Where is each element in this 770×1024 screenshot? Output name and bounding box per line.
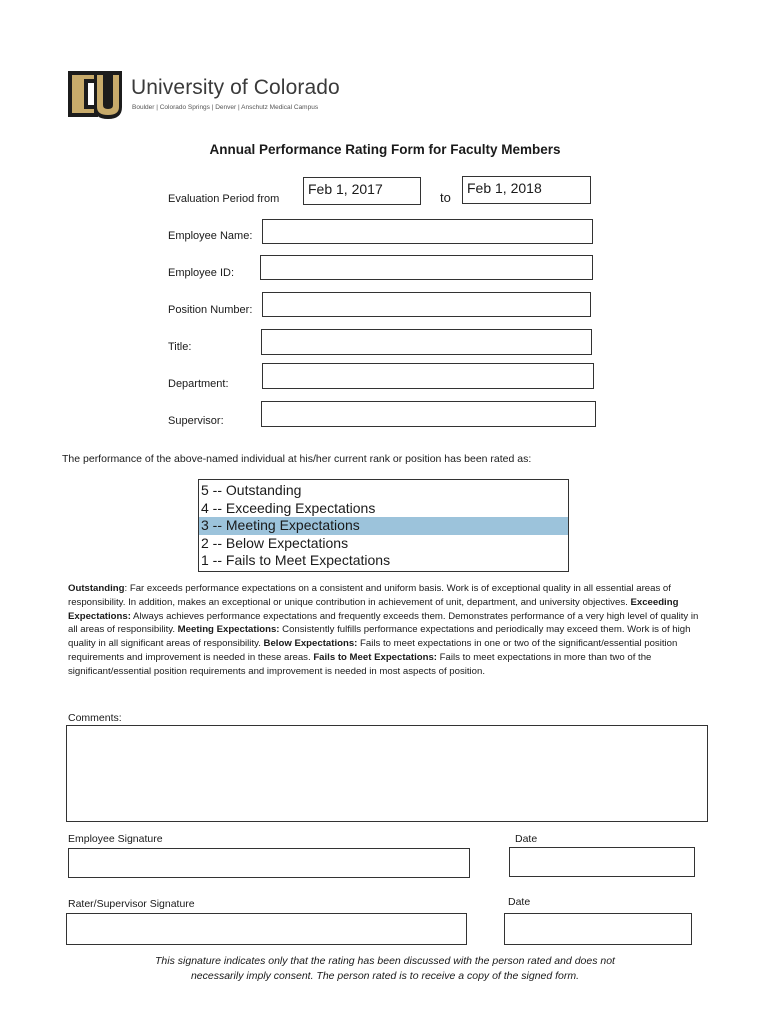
department-value xyxy=(263,364,593,367)
position-number-value xyxy=(263,293,590,296)
def-meeting-text: Consistently fulfills performance expectations and periodically may exceed them. Work is of high quality in all significant areas of responsibility. xyxy=(68,624,691,650)
employee-name-label: Employee Name: xyxy=(168,230,253,242)
rater-signature-field[interactable] xyxy=(66,913,467,945)
employee-signature-field[interactable] xyxy=(68,848,470,878)
rating-option-2[interactable]: 2 -- Below Expectations xyxy=(201,534,349,551)
rater-date-label: Date xyxy=(508,896,531,908)
rating-intro: The performance of the above-named individual at his/her current rank or position has been rated as: xyxy=(62,453,532,465)
campus-list: Boulder | Colorado Springs | Denver | Anschutz Medical Campus xyxy=(132,104,319,111)
period-to-field[interactable] xyxy=(462,176,591,204)
signature-note-line-1: This signature indicates only that the rating has been discussed with the person rated and does not xyxy=(155,955,615,967)
employee-signature-label: Employee Signature xyxy=(68,833,163,845)
rating-listbox[interactable] xyxy=(198,479,569,572)
form-title: Annual Performance Rating Form for Faculty Members xyxy=(209,142,561,157)
def-exceeding-text: Always achieves performance expectations and frequently exceeds them. Demonstrates performance of a very high level of quality in all areas of responsibility. xyxy=(68,610,699,636)
employee-date-field[interactable] xyxy=(509,847,695,877)
period-from-field[interactable] xyxy=(303,177,421,205)
title-field[interactable] xyxy=(261,329,592,355)
def-fails-term: Fails to Meet Expectations: xyxy=(313,651,437,663)
supervisor-value xyxy=(262,402,595,405)
title-label: Title: xyxy=(168,341,192,353)
period-from-value: Feb 1, 2017 xyxy=(308,181,383,197)
position-number-field[interactable] xyxy=(262,292,591,317)
def-below-text: Fails to meet expectations in one or two of the significant/essential position requirements and improvement is needed in these areas. xyxy=(68,638,678,663)
rating-option-4[interactable]: 4 -- Exceeding Expectations xyxy=(201,499,376,516)
employee-id-label: Employee ID: xyxy=(168,267,235,279)
period-to-value: Feb 1, 2018 xyxy=(467,180,542,196)
title-value xyxy=(262,330,591,333)
employee-id-value xyxy=(261,256,592,259)
employee-name-value xyxy=(263,220,592,223)
comments-field[interactable] xyxy=(66,725,708,822)
employee-date-label: Date xyxy=(515,833,538,845)
cu-logo-icon xyxy=(66,67,124,121)
university-name: University of Colorado xyxy=(131,76,340,99)
department-label: Department: xyxy=(168,378,229,390)
def-outstanding-text: : Far exceeds performance expectations on a consistent and uniform basis. Work is of exceptional quality in all essential areas of responsibility. In addition, makes an exceptional or unique contribution in achievement of unit, department, and university objectives. xyxy=(68,583,671,608)
signature-note-line-2: necessarily imply consent. The person rated is to receive a copy of the signed form. xyxy=(190,970,580,982)
period-to-label: to xyxy=(440,190,451,205)
evaluation-period-label: Evaluation Period from xyxy=(168,193,280,205)
def-fails-text: Fails to meet expectations in more than two of the significant/essential position requirements and improvement is needed in most aspects of position. xyxy=(68,651,652,677)
rater-signature-label: Rater/Supervisor Signature xyxy=(68,898,195,910)
def-below-term: Below Expectations: xyxy=(263,638,358,650)
def-meeting-term: Meeting Expectations: xyxy=(177,624,280,636)
employee-id-field[interactable] xyxy=(260,255,593,280)
def-outstanding-term: Outstanding xyxy=(68,583,125,594)
rating-option-5[interactable]: 5 -- Outstanding xyxy=(201,482,302,498)
department-field[interactable] xyxy=(262,363,594,389)
def-exceeding-term: Exceeding Expectations: xyxy=(68,596,679,622)
rating-option-1[interactable]: 1 -- Fails to Meet Expectations xyxy=(201,552,391,568)
position-number-label: Position Number: xyxy=(168,304,253,316)
rater-date-field[interactable] xyxy=(504,913,692,945)
comments-label: Comments: xyxy=(68,712,122,724)
rating-option-3[interactable]: 3 -- Meeting Expectations xyxy=(199,517,568,535)
comments-value xyxy=(67,726,707,729)
rating-definitions xyxy=(68,582,708,679)
supervisor-field[interactable] xyxy=(261,401,596,427)
employee-name-field[interactable] xyxy=(262,219,593,244)
supervisor-label: Supervisor: xyxy=(168,415,224,427)
